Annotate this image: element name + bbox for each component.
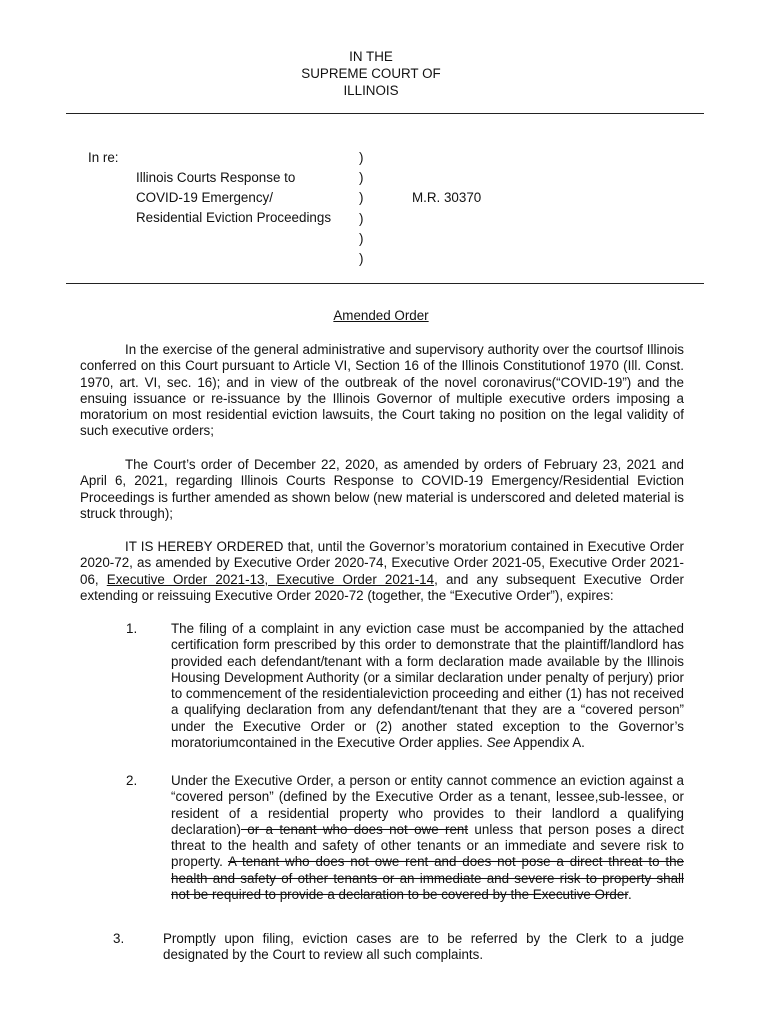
item-2-body-b: unless that person poses a direct threat to the health and safety of other tenants or an immediate and severe risk to property. [171, 821, 685, 870]
item-1-text [171, 621, 684, 751]
case-title [136, 170, 331, 231]
item-1-see: See [486, 735, 511, 751]
item-1-number: 1. [126, 621, 138, 636]
case-title-line-2: COVID-19 Emergency/ [136, 190, 273, 206]
paren: ) [359, 230, 364, 246]
paren: ) [359, 210, 364, 226]
paragraph-2: The Court’s order of December 22, 2020, as amended by orders of February 23, 2021 and April 6, 2021, regarding Illinois Courts Response to COVID-19 Emergency/Residential Eviction Proceedings is further amended as shown below (new material is underscored and deleted material is struck through); [80, 457, 684, 521]
paragraph-3 [80, 539, 684, 604]
header-line-3: ILLINOIS [343, 83, 399, 98]
in-re-label: In re: [88, 150, 119, 165]
paren: ) [359, 150, 364, 165]
paren: ) [359, 250, 364, 266]
case-title-line-3: Residential Eviction Proceedings [136, 210, 332, 226]
item-1-body: The filing of a complaint in any eviction case must be accompanied by the attached certification form prescribed by this order to demonstrate that the plaintiff/landlord has provided each defendant/tenant with a form declaration made available by the Illinois Housing Development Authority (or a similar declaration under penalty of perjury) prior to commencement of the residentialeviction proceeding and either (1) has not received a qualifying declaration from any defendant/tenant that they are a “covered person” under the Executive Order or (2) another stated exception to the Governor’s moratoriumcontained in the Executive Order applies. [171, 621, 684, 751]
item-2-deleted-a: or a tenant who does not owe rent [240, 821, 469, 837]
item-2-text [171, 773, 684, 903]
item-2-deleted-b: A tenant who does not owe rent and does not pose a direct threat to the health and safety of other tenants or an immediate and severe risk to property shall not be required to provide a declaration to be covered by the Executive Order [171, 854, 684, 903]
para3-text-after: , and any subsequent Executive Order extending or reissuing Executive Order 2020-72 (together, the “Executive Order”), expires: [80, 571, 684, 603]
paragraph-1: In the exercise of the general administrative and supervisory authority over the courtsof Illinois conferred on this Court pursuant to Article VI, Section 16 of the Illinois Constitutionof 1970 (Ill. Const. 1970, art. VI, sec. 16); and in view of the outbreak of the novel coronavirus(“COVID-19”) and the ensuing issuance or re-issuance by the Illinois Governor of multiple executive orders imposing a moratorium on most residential eviction lawsuits, the Court taking no position on the legal validity of such executive orders; [80, 342, 684, 439]
caption-parentheses [359, 150, 371, 271]
item-2-body-a: Under the Executive Order, a person or entity cannot commence an eviction against a “covered person” (defined by the Executive Order as a tenant, lessee,sub-lessee, or resident of a residential property who provides to their landlord a qualifying declaration) [171, 773, 684, 837]
para3-text-before: IT IS HEREBY ORDERED that, until the Governor’s moratorium contained in Executive Order 2020-72, as amended by Executive Order 2020-74, Executive Order 2021-05, Executive Order 2021-06, [80, 539, 684, 587]
bottom-divider [66, 283, 704, 284]
paren: ) [359, 190, 364, 206]
top-divider [66, 113, 704, 114]
paren: ) [359, 170, 364, 186]
docket-number: M.R. 30370 [412, 190, 482, 205]
order-title-text: Amended Order [333, 308, 429, 323]
header-line-1: IN THE [349, 49, 393, 64]
item-2-end: . [628, 887, 632, 903]
item-3-text: Promptly upon filing, eviction cases are to be referred by the Clerk to a judge designated by the Court to review all such complaints. [163, 931, 684, 963]
item-2-number: 2. [126, 773, 138, 788]
order-title [0, 308, 762, 324]
item-3-number: 3. [113, 931, 125, 946]
court-header [0, 48, 742, 99]
item-1-appendix: Appendix A. [510, 735, 585, 751]
case-title-line-1: Illinois Courts Response to [136, 170, 296, 185]
header-line-2: SUPREME COURT OF [301, 66, 441, 81]
para3-new-material: Executive Order 2021-13, Executive Order 2021-14 [106, 571, 435, 587]
